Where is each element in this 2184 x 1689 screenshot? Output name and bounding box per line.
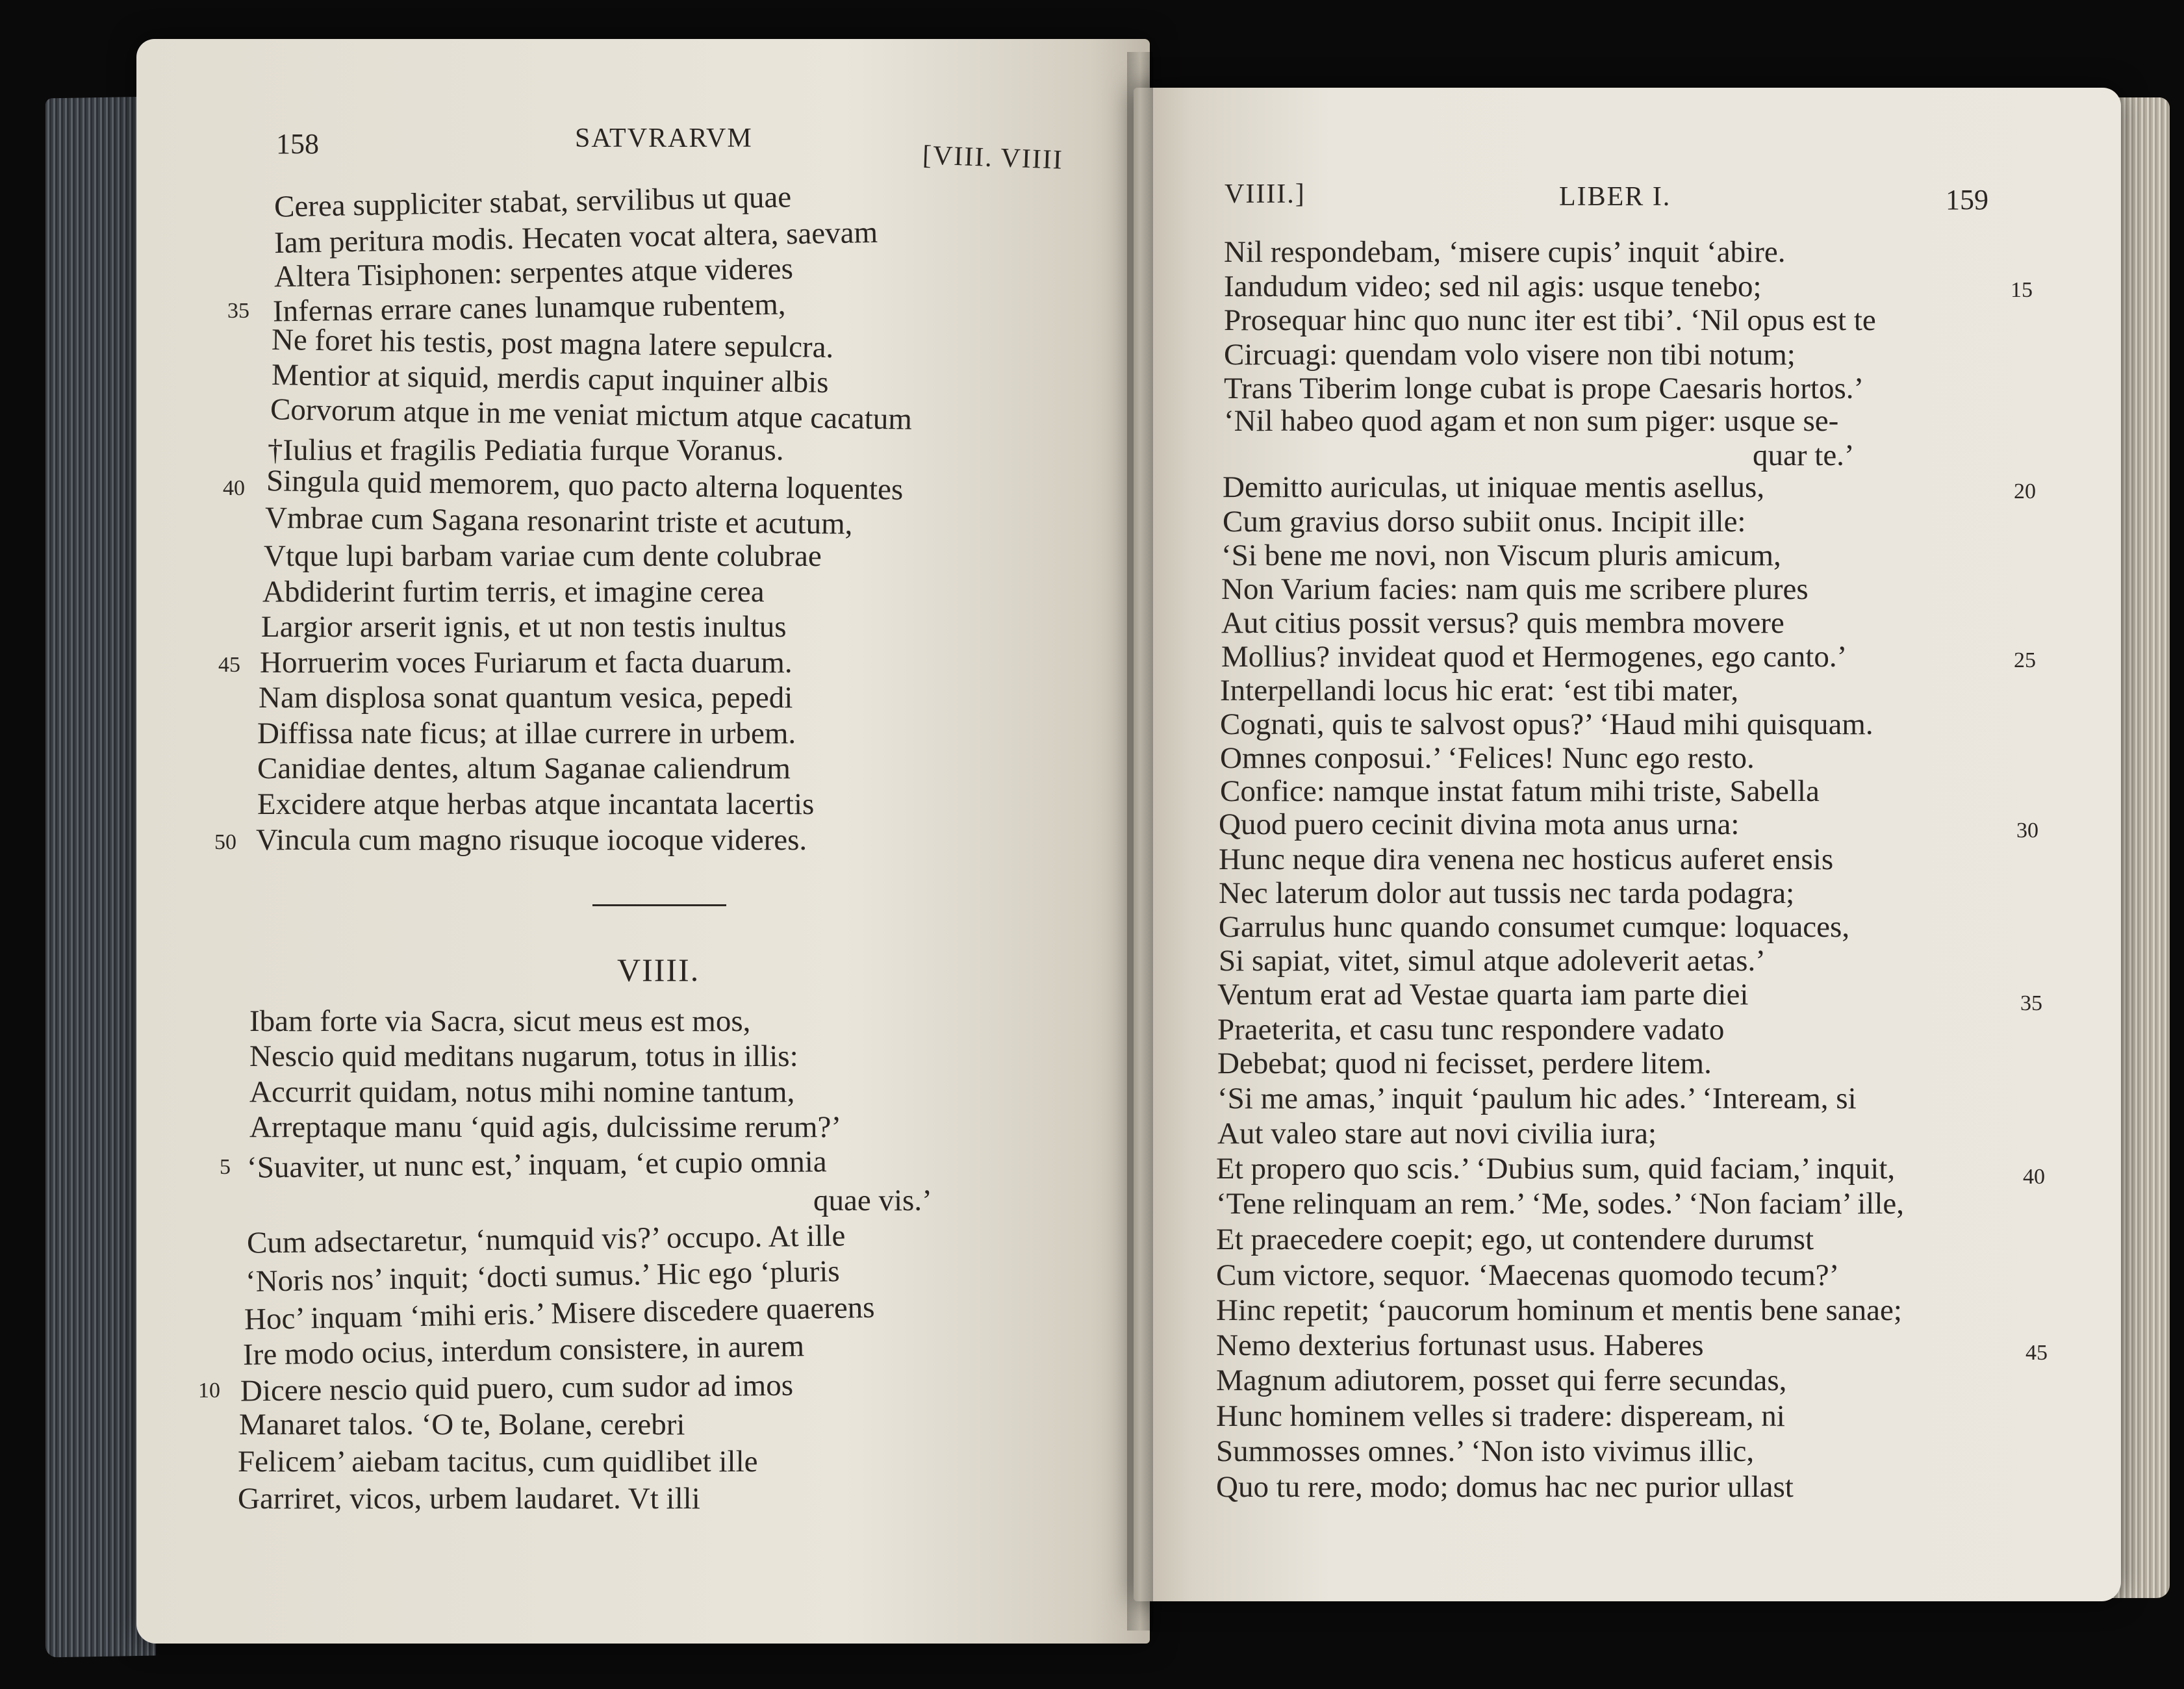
verse-line: Nescio quid meditans nugarum, totus in illis: — [249, 1039, 798, 1073]
line-number: 25 — [2014, 648, 2036, 672]
verse-line: ‘Suaviter, ut nunc est,’ inquam, ‘et cupio omnia — [246, 1145, 827, 1185]
verse-line: Quo tu rere, modo; domus hac nec purior ullast — [1216, 1470, 1794, 1504]
verse-line: Summosses omnes.’ ‘Non isto vivimus illic, — [1216, 1434, 1755, 1468]
verse-line: Cum gravius dorso subiit onus. Incipit ille: — [1223, 505, 1746, 539]
verse-line: Largior arserit ignis, et ut non testis inultus — [261, 610, 787, 644]
verse-line: Confice: namque instat fatum mihi triste, Sabella — [1220, 774, 1820, 808]
verse-line: ‘Si me amas,’ inquit ‘paulum hic ades.’ ‘Inteream, si — [1217, 1082, 1857, 1115]
verse-line: †Iulius et fragilis Pediatia furque Voranus. — [268, 433, 784, 467]
line-number: 40 — [223, 476, 245, 500]
line-number: 40 — [2023, 1165, 2045, 1189]
verse-line: Debebat; quod ni fecisset, perdere litem. — [1217, 1047, 1712, 1080]
verse-line: Cerea suppliciter stabat, servilibus ut quae — [273, 180, 792, 224]
right-section-ref: VIIII.] — [1225, 179, 1306, 209]
verse-line: Horruerim voces Furiarum et facta duarum. — [260, 646, 793, 679]
verse-line: Corvorum atque in me veniat mictum atque cacatum — [270, 392, 913, 437]
right-page-number: 159 — [1946, 184, 1988, 216]
verse-line: Nil respondebam, ‘misere cupis’ inquit ‘abire. — [1224, 235, 1786, 269]
line-number: 30 — [2016, 819, 2038, 843]
verse-line-continuation: quae vis.’ — [813, 1184, 932, 1217]
verse-line: Hunc hominem velles si tradere: dispeream, ni — [1216, 1399, 1785, 1433]
line-number: 45 — [218, 653, 240, 677]
verse-line: Felicem’ aiebam tacitus, cum quidlibet ille — [238, 1445, 758, 1479]
line-number: 35 — [2020, 991, 2042, 1015]
section-divider — [592, 904, 726, 906]
verse-line: Prosequar hinc quo nunc iter est tibi’. ‘Nil opus est te — [1224, 303, 1876, 337]
verse-line: Altera Tisiphonen: serpentes atque videres — [273, 251, 794, 294]
verse-line: Aut valeo stare aut novi civilia iura; — [1217, 1117, 1657, 1150]
verse-line: Diffissa nate ficus; at illae currere in urbem. — [257, 717, 796, 750]
line-number: 5 — [220, 1155, 231, 1179]
verse-line: Accurrit quidam, notus mihi nomine tantum, — [249, 1075, 795, 1109]
verse-line: Canidiae dentes, altum Saganae caliendrum — [257, 752, 791, 785]
right-running-head: LIBER I. — [1559, 182, 1671, 212]
verse-line: Manaret talos. ‘O te, Bolane, cerebri — [239, 1408, 685, 1441]
verse-line: Et propero quo scis.’ ‘Dubius sum, quid faciam,’ inquit, — [1216, 1152, 1896, 1186]
verse-line: Singula quid memorem, quo pacto alterna loquentes — [266, 464, 904, 507]
poem-title: VIIII. — [617, 952, 700, 988]
verse-line: Iam peritura modis. Hecaten vocat altera, saevam — [273, 215, 878, 260]
verse-line: Trans Tiberim longe cubat is prope Caesaris hortos.’ — [1224, 372, 1864, 405]
verse-line: Interpellandi locus hic erat: ‘est tibi mater, — [1220, 674, 1739, 707]
left-page-number: 158 — [276, 128, 319, 160]
verse-line: Nam displosa sonat quantum vesica, pepedi — [259, 681, 793, 715]
verse-line-continuation: quar te.’ — [1753, 438, 1855, 472]
verse-line: Mollius? invideat quod et Hermogenes, ego canto.’ — [1221, 640, 1848, 674]
line-number: 15 — [2011, 278, 2033, 302]
verse-line: Cum victore, sequor. ‘Maecenas quomodo tecum?’ — [1216, 1258, 1840, 1292]
verse-line: Quod puero cecinit divina mota anus urna: — [1219, 807, 1740, 841]
line-number: 45 — [2025, 1341, 2048, 1365]
verse-line: Cognati, quis te salvost opus?’ ‘Haud mihi quisquam. — [1220, 707, 1873, 741]
verse-line: Vincula cum magno risuque iocoque videres. — [256, 823, 807, 857]
left-running-head: SATVRARVM — [575, 123, 753, 153]
book-gutter — [1127, 52, 1153, 1631]
verse-line: Aut citius possit versus? quis membra movere — [1221, 606, 1784, 640]
line-number: 50 — [214, 830, 236, 854]
verse-line: Arreptaque manu ‘quid agis, dulcissime rerum?’ — [249, 1110, 841, 1144]
verse-line: ‘Nil habeo quod agam et non sum piger: usque se- — [1224, 404, 1839, 438]
verse-line: Praeterita, et casu tunc respondere vadato — [1217, 1013, 1725, 1047]
verse-line: Dicere nescio quid puero, cum sudor ad imos — [240, 1368, 794, 1408]
verse-line: Infernas errare canes lunamque rubentem, — [272, 287, 786, 329]
verse-line: Non Varium facies: nam quis me scribere plures — [1221, 572, 1809, 606]
verse-line: ‘Tene relinquam an rem.’ ‘Me, sodes.’ ‘Non faciam’ ille, — [1216, 1187, 1904, 1221]
verse-line: Garriret, vicos, urbem laudaret. Vt illi — [238, 1482, 700, 1516]
verse-line: Ibam forte via Sacra, sicut meus est mos, — [249, 1004, 751, 1038]
line-number: 35 — [227, 299, 249, 323]
verse-line: Nemo dexterius fortunast usus. Haberes — [1216, 1328, 1704, 1362]
verse-line: Ne foret his testis, post magna latere sepulcra. — [271, 322, 834, 365]
verse-line: Omnes conposui.’ ‘Felices! Nunc ego resto. — [1220, 741, 1755, 775]
verse-line: Demitto auriculas, ut iniquae mentis asellus, — [1223, 470, 1765, 504]
verse-line: Hunc neque dira venena nec hosticus auferet ensis — [1219, 843, 1834, 876]
verse-line: Et praecedere coepit; ego, ut contendere durumst — [1216, 1223, 1814, 1256]
verse-line: Abdiderint furtim terris, et imagine cerea — [262, 575, 765, 609]
verse-line: Mentior at siquid, merdis caput inquiner albis — [271, 358, 829, 400]
verse-line: Hoc’ inquam ‘mihi eris.’ Misere discedere quaerens — [244, 1290, 875, 1337]
left-section-ref: [VIII. VIIII — [922, 140, 1064, 175]
verse-line: Ire modo ocius, interdum consistere, in aurem — [242, 1329, 805, 1372]
verse-line: Garrulus hunc quando consumet cumque: loquaces, — [1219, 910, 1850, 944]
verse-line: Iandudum video; sed nil agis: usque tenebo; — [1224, 270, 1762, 303]
verse-line: Circuagi: quendam volo visere non tibi notum; — [1224, 338, 1796, 372]
verse-line: Magnum adiutorem, posset qui ferre secundas, — [1216, 1364, 1787, 1397]
verse-line: ‘Si bene me novi, non Viscum pluris amicum, — [1221, 539, 1781, 572]
verse-line: Nec laterum dolor aut tussis nec tarda podagra; — [1219, 876, 1795, 910]
verse-line: Cum adsectaretur, ‘numquid vis?’ occupo. At ille — [246, 1219, 846, 1260]
line-number: 10 — [198, 1378, 220, 1403]
verse-line: Si sapiat, vitet, simul atque adoleverit aetas.’ — [1219, 944, 1766, 978]
verse-line: Ventum erat ad Vestae quarta iam parte diei — [1217, 978, 1749, 1011]
verse-line: Excidere atque herbas atque incantata lacertis — [257, 787, 815, 821]
verse-line: Vtque lupi barbam variae cum dente colubrae — [264, 539, 822, 573]
verse-line: Hinc repetit; ‘paucorum hominum et mentis bene sanae; — [1216, 1293, 1902, 1327]
verse-line: Vmbrae cum Sagana resonarint triste et acutum, — [264, 501, 853, 541]
line-number: 20 — [2014, 479, 2036, 503]
verse-line: ‘Noris nos’ inquit; ‘docti sumus.’ Hic ego ‘pluris — [245, 1254, 841, 1299]
